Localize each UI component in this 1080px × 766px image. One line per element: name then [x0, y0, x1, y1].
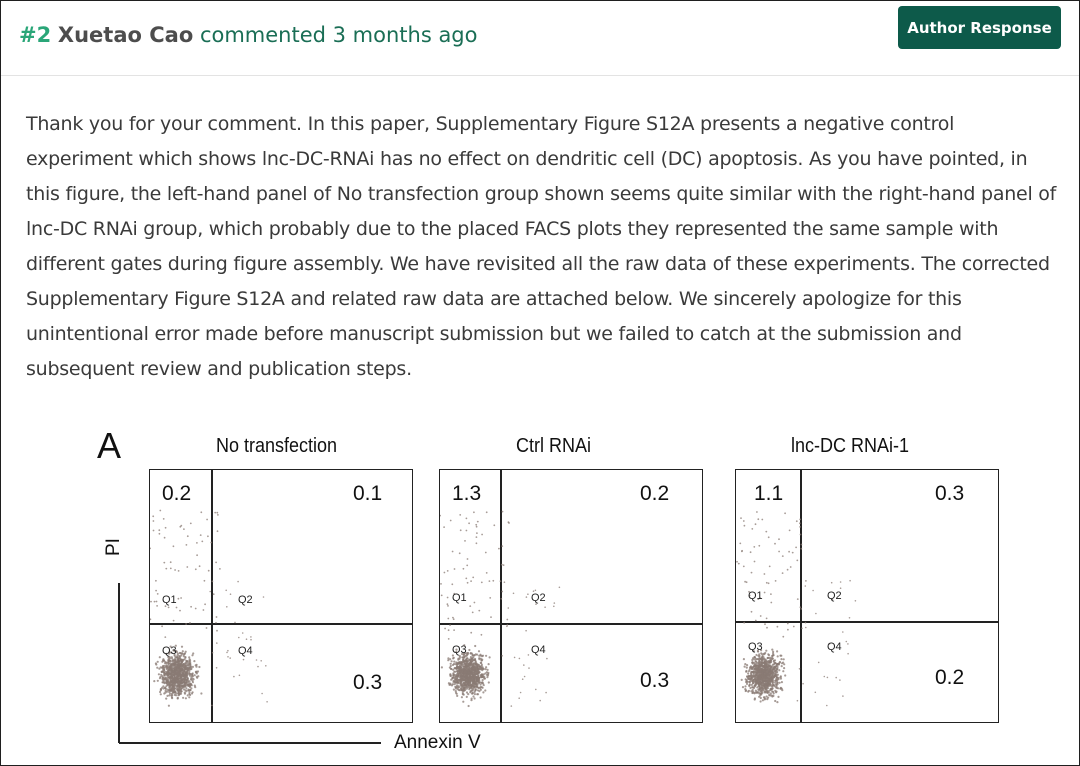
- q2-value: 0.2: [640, 482, 670, 505]
- q4-label: Q4: [238, 645, 253, 657]
- facs-plot: [149, 469, 413, 723]
- comment-meta: [19, 23, 478, 47]
- q1-label: Q1: [452, 592, 467, 604]
- q2-label: Q2: [827, 590, 842, 602]
- q4-value: 0.3: [640, 669, 670, 692]
- comment-header: [1, 1, 1079, 76]
- q1-value: 1.1: [754, 482, 784, 505]
- panel-title-lnc-dc-rnai: lnc-DC RNAi-1: [791, 435, 910, 457]
- q2-label: Q2: [531, 592, 546, 604]
- q4-value: 0.2: [935, 666, 965, 689]
- q3-label: Q3: [748, 641, 763, 653]
- comment-number[interactable]: #2: [19, 23, 52, 47]
- q2-value: 0.3: [935, 482, 965, 505]
- q1-label: Q1: [748, 590, 763, 602]
- author-response-button[interactable]: Author Response: [898, 6, 1061, 49]
- facs-plot: [439, 469, 703, 723]
- q3-label: Q3: [162, 645, 177, 657]
- q1-label: Q1: [162, 594, 177, 606]
- facs-figure: [91, 421, 1011, 765]
- x-axis-label: Annexin V: [394, 732, 481, 753]
- comment-author[interactable]: Xuetao Cao: [57, 23, 194, 47]
- q1-value: 0.2: [162, 482, 192, 505]
- q4-value: 0.3: [353, 671, 383, 694]
- q2-label: Q2: [238, 594, 253, 606]
- y-axis-label: PI: [103, 538, 124, 556]
- panel-title-no-transfection: No transfection: [216, 435, 338, 457]
- q1-value: 1.3: [452, 482, 482, 505]
- facs-plot: [735, 469, 999, 723]
- q4-label: Q4: [531, 644, 546, 656]
- q2-value: 0.1: [353, 482, 383, 505]
- q3-label: Q3: [452, 644, 467, 656]
- q4-label: Q4: [827, 641, 842, 653]
- panel-title-ctrl-rnai: Ctrl RNAi: [516, 435, 592, 457]
- figure-panel-letter: A: [97, 425, 122, 466]
- comment-timestamp: commented 3 months ago: [199, 23, 478, 47]
- comment-body: Thank you for your comment. In this paper, Supplementary Figure S12A presents a negative control experiment which shows lnc-DC-RNAi has no effect on dendritic cell (DC) apoptosis. As you have pointed, in this figure, the left-hand panel of No transfection group shown seems quite similar with the right-hand panel of lnc-DC RNAi group, which probably due to the placed FACS plots they represented the same sample with different gates during figure assembly. We have revisited all the raw data of these experiments. The corrected Supplementary Figure S12A and related raw data are attached below. We sincerely apologize for this unintentional error made before manuscript submission but we failed to catch at the submission and subsequent review and publication steps.: [26, 113, 1057, 380]
